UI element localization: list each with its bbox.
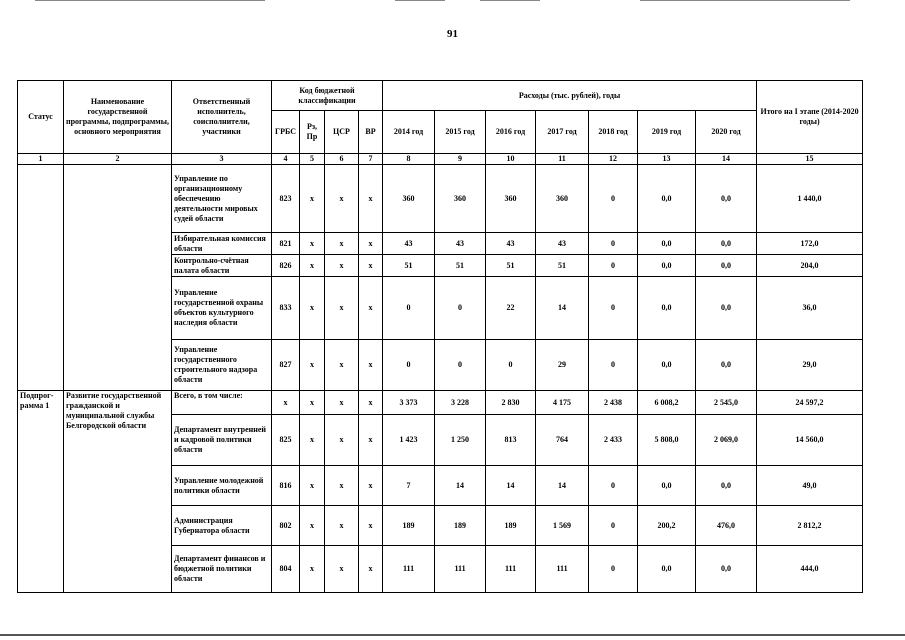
- col-number: 1: [18, 154, 64, 165]
- executor-cell: Управление государственного строительного надзора области: [172, 340, 272, 391]
- value-cell: 3 228: [435, 391, 486, 415]
- value-cell: 813: [486, 415, 536, 466]
- value-cell: х: [359, 546, 383, 593]
- value-cell: х: [325, 546, 359, 593]
- value-cell: 0: [589, 233, 638, 255]
- value-cell: х: [325, 255, 359, 277]
- header-grbs: ГРБС: [272, 111, 300, 154]
- value-cell: х: [325, 233, 359, 255]
- executor-cell: Департамент внутренней и кадровой политики области: [172, 415, 272, 466]
- value-cell: 0,0: [638, 340, 696, 391]
- value-cell: 764: [536, 415, 589, 466]
- value-cell: 2 830: [486, 391, 536, 415]
- value-cell: х: [300, 165, 325, 233]
- value-cell: х: [359, 340, 383, 391]
- header-year: 2019 год: [638, 111, 696, 154]
- value-cell: х: [300, 340, 325, 391]
- name-cell-empty: [64, 165, 172, 391]
- col-number: 13: [638, 154, 696, 165]
- value-cell: 51: [536, 255, 589, 277]
- value-cell: 823: [272, 165, 300, 233]
- total-cell: 36,0: [757, 277, 863, 340]
- budget-table: [17, 80, 863, 593]
- col-number: 7: [359, 154, 383, 165]
- value-cell: 14: [536, 277, 589, 340]
- header-year: 2017 год: [536, 111, 589, 154]
- executor-cell: Департамент финансов и бюджетной политики области: [172, 546, 272, 593]
- value-cell: 0,0: [638, 165, 696, 233]
- value-cell: 1 250: [435, 415, 486, 466]
- value-cell: 0: [589, 255, 638, 277]
- page-number: 91: [447, 28, 458, 40]
- header-vr: ВР: [359, 111, 383, 154]
- scan-top-line: [640, 0, 850, 1]
- value-cell: 6 008,2: [638, 391, 696, 415]
- col-number: 15: [757, 154, 863, 165]
- value-cell: 2 438: [589, 391, 638, 415]
- total-cell: 172,0: [757, 233, 863, 255]
- value-cell: 4 175: [536, 391, 589, 415]
- value-cell: 816: [272, 466, 300, 506]
- value-cell: 111: [383, 546, 435, 593]
- col-number: 14: [696, 154, 757, 165]
- value-cell: 43: [486, 233, 536, 255]
- value-cell: 0: [383, 340, 435, 391]
- value-cell: 51: [383, 255, 435, 277]
- value-cell: 0,0: [696, 233, 757, 255]
- value-cell: 0: [589, 340, 638, 391]
- total-cell: 49,0: [757, 466, 863, 506]
- header-responsible: Ответственный исполнитель, соисполнители, участники: [172, 81, 272, 154]
- value-cell: 2 433: [589, 415, 638, 466]
- executor-cell: Контрольно-счётная палата области: [172, 255, 272, 277]
- total-cell: 29,0: [757, 340, 863, 391]
- value-cell: х: [325, 165, 359, 233]
- value-cell: 0,0: [638, 546, 696, 593]
- value-cell: 2 545,0: [696, 391, 757, 415]
- value-cell: 0,0: [696, 165, 757, 233]
- value-cell: х: [300, 233, 325, 255]
- value-cell: х: [300, 415, 325, 466]
- header-expenses: Расходы (тыс. рублей), годы: [383, 81, 757, 111]
- table-row: [18, 165, 863, 233]
- value-cell: х: [359, 415, 383, 466]
- value-cell: 0: [486, 340, 536, 391]
- header-year: 2020 год: [696, 111, 757, 154]
- scan-bottom-line: [0, 634, 905, 636]
- header-year: 2016 год: [486, 111, 536, 154]
- value-cell: х: [300, 506, 325, 546]
- value-cell: 14: [486, 466, 536, 506]
- col-number: 11: [536, 154, 589, 165]
- value-cell: 51: [486, 255, 536, 277]
- value-cell: 43: [536, 233, 589, 255]
- value-cell: 5 808,0: [638, 415, 696, 466]
- value-cell: 0,0: [696, 340, 757, 391]
- value-cell: 111: [536, 546, 589, 593]
- col-number: 10: [486, 154, 536, 165]
- header-rz-pr: Рз, Пр: [300, 111, 325, 154]
- header-csr: ЦСР: [325, 111, 359, 154]
- executor-cell: Администрация Губернатора области: [172, 506, 272, 546]
- value-cell: 43: [383, 233, 435, 255]
- value-cell: 0: [435, 340, 486, 391]
- value-cell: 0,0: [638, 255, 696, 277]
- value-cell: 43: [435, 233, 486, 255]
- header-budget-code: Код бюджетной классификации: [272, 81, 383, 111]
- executor-cell: Управление по организационному обеспечению деятельности мировых судей области: [172, 165, 272, 233]
- scan-top-line: [35, 0, 265, 1]
- value-cell: 14: [536, 466, 589, 506]
- value-cell: х: [325, 277, 359, 340]
- value-cell: 14: [435, 466, 486, 506]
- value-cell: 0,0: [696, 277, 757, 340]
- value-cell: х: [325, 391, 359, 415]
- value-cell: 360: [536, 165, 589, 233]
- value-cell: 821: [272, 233, 300, 255]
- value-cell: 0,0: [696, 546, 757, 593]
- column-number-row: [18, 154, 863, 165]
- value-cell: 0: [435, 277, 486, 340]
- value-cell: х: [359, 466, 383, 506]
- value-cell: х: [325, 506, 359, 546]
- value-cell: 111: [435, 546, 486, 593]
- value-cell: 1 423: [383, 415, 435, 466]
- value-cell: 360: [383, 165, 435, 233]
- value-cell: 0,0: [638, 277, 696, 340]
- subprogram-status: Подпрог-рамма 1: [18, 391, 64, 593]
- value-cell: х: [359, 391, 383, 415]
- executor-cell: Управление государственной охраны объектов культурного наследия области: [172, 277, 272, 340]
- header-status: Статус: [18, 81, 64, 154]
- scan-top-line: [480, 0, 540, 1]
- value-cell: 22: [486, 277, 536, 340]
- executor-cell: Управление молодежной политики области: [172, 466, 272, 506]
- col-number: 3: [172, 154, 272, 165]
- value-cell: х: [300, 546, 325, 593]
- value-cell: 0: [589, 277, 638, 340]
- value-cell: х: [300, 391, 325, 415]
- total-cell: 24 597,2: [757, 391, 863, 415]
- value-cell: 0: [589, 165, 638, 233]
- value-cell: 826: [272, 255, 300, 277]
- value-cell: 7: [383, 466, 435, 506]
- value-cell: 833: [272, 277, 300, 340]
- total-cell: 1 440,0: [757, 165, 863, 233]
- value-cell: 189: [435, 506, 486, 546]
- value-cell: х: [325, 340, 359, 391]
- col-number: 9: [435, 154, 486, 165]
- total-cell: 14 560,0: [757, 415, 863, 466]
- value-cell: х: [359, 233, 383, 255]
- header-year: 2018 год: [589, 111, 638, 154]
- value-cell: х: [359, 255, 383, 277]
- total-cell: 204,0: [757, 255, 863, 277]
- value-cell: 189: [486, 506, 536, 546]
- value-cell: х: [325, 466, 359, 506]
- header-name: Наименование государственной программы, подпрограммы, основного мероприятия: [64, 81, 172, 154]
- value-cell: х: [359, 506, 383, 546]
- value-cell: 804: [272, 546, 300, 593]
- value-cell: 200,2: [638, 506, 696, 546]
- header-year: 2015 год: [435, 111, 486, 154]
- executor-cell: Избирательная комиссия области: [172, 233, 272, 255]
- value-cell: 111: [486, 546, 536, 593]
- col-number: 4: [272, 154, 300, 165]
- value-cell: 1 569: [536, 506, 589, 546]
- value-cell: х: [272, 391, 300, 415]
- value-cell: 51: [435, 255, 486, 277]
- total-cell: 2 812,2: [757, 506, 863, 546]
- value-cell: 0,0: [696, 255, 757, 277]
- table-row: [18, 391, 863, 415]
- value-cell: 0,0: [638, 466, 696, 506]
- executor-cell: Всего, в том числе:: [172, 391, 272, 415]
- value-cell: х: [300, 277, 325, 340]
- col-number: 2: [64, 154, 172, 165]
- value-cell: 0,0: [696, 466, 757, 506]
- value-cell: 360: [486, 165, 536, 233]
- value-cell: х: [300, 466, 325, 506]
- value-cell: 0: [589, 546, 638, 593]
- value-cell: 476,0: [696, 506, 757, 546]
- value-cell: х: [359, 277, 383, 340]
- value-cell: 0: [589, 466, 638, 506]
- value-cell: 360: [435, 165, 486, 233]
- col-number: 12: [589, 154, 638, 165]
- value-cell: 0: [589, 506, 638, 546]
- value-cell: х: [300, 255, 325, 277]
- header-total: Итого на I этапе (2014-2020 годы): [757, 81, 863, 154]
- value-cell: 802: [272, 506, 300, 546]
- col-number: 8: [383, 154, 435, 165]
- col-number: 5: [300, 154, 325, 165]
- value-cell: х: [325, 415, 359, 466]
- value-cell: х: [359, 165, 383, 233]
- value-cell: 0,0: [638, 233, 696, 255]
- total-cell: 444,0: [757, 546, 863, 593]
- value-cell: 827: [272, 340, 300, 391]
- value-cell: 189: [383, 506, 435, 546]
- col-number: 6: [325, 154, 359, 165]
- subprogram-name: Развитие государственной гражданской и муниципальной службы Белгородской области: [64, 391, 172, 593]
- value-cell: 29: [536, 340, 589, 391]
- value-cell: 0: [383, 277, 435, 340]
- status-cell-empty: [18, 165, 64, 391]
- value-cell: 3 373: [383, 391, 435, 415]
- value-cell: 825: [272, 415, 300, 466]
- header-year: 2014 год: [383, 111, 435, 154]
- scan-top-line: [395, 0, 445, 1]
- value-cell: 2 069,0: [696, 415, 757, 466]
